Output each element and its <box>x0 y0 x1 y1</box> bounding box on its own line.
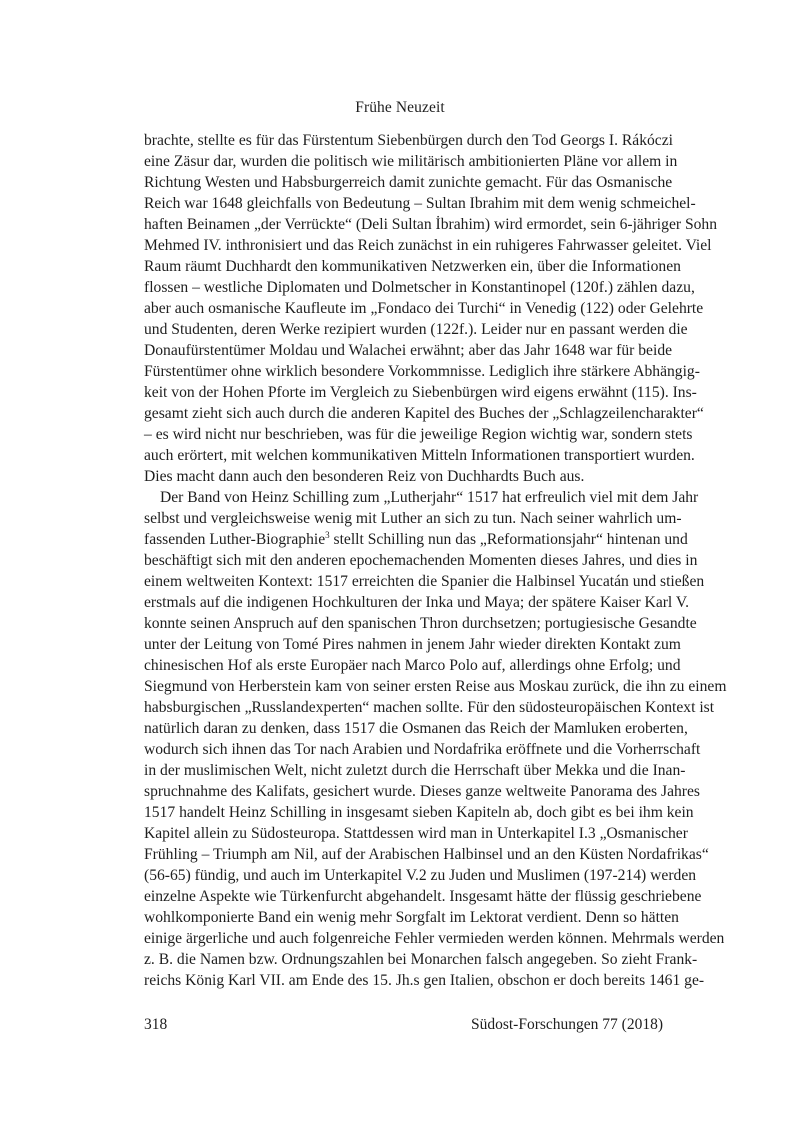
text-line: Raum räumt Duchhardt den kommunikativen Netzwerken ein, über die Informationen <box>144 258 681 275</box>
text-line: einem weltweiten Kontext: 1517 erreichten die Spanier die Halbinsel Yucatán und stießen <box>144 573 705 590</box>
text-line: Kapitel allein zu Südosteuropa. Stattdessen wird man in Unterkapitel I.3 „Osmanischer <box>144 825 688 842</box>
text-line: erstmals auf die indigenen Hochkulturen der Inka und Maya; der spätere Kaiser Karl V. <box>144 594 690 611</box>
running-title: Frühe Neuzeit <box>355 99 445 116</box>
text-line: und Studenten, deren Werke rezipiert wurden (122f.). Leider nur en passant werden die <box>144 321 688 338</box>
text-line: (56-65) fündig, und auch im Unterkapitel V.2 zu Juden und Muslimen (197-214) werden <box>144 867 697 884</box>
text-line: spruchnahme des Kalifats, gesichert wurde. Dieses ganze weltweite Panorama des Jahres <box>144 783 700 800</box>
body-text <box>144 130 727 991</box>
text-line: keit von der Hohen Pforte im Vergleich zu Siebenbürgen wird eigens erwähnt (115). Ins- <box>144 384 697 401</box>
text-line: habsburgischen „Russlandexperten“ machen sollte. Für den südosteuropäischen Kontext ist <box>144 699 715 716</box>
text-line: Richtung Westen und Habsburgerreich damit zunichte gemacht. Für das Osmanische <box>144 174 673 191</box>
text-line: Frühling – Triumph am Nil, auf der Arabischen Halbinsel und an den Küsten Nordafrikas“ <box>144 846 709 863</box>
text-line: eine Zäsur dar, wurden die politisch wie militärisch ambitionierten Pläne vor allem in <box>144 153 678 170</box>
text-line: 1517 handelt Heinz Schilling in insgesamt sieben Kapiteln ab, doch gibt es bei ihm kein <box>144 804 694 821</box>
text-line: natürlich daran zu denken, dass 1517 die Osmanen das Reich der Mamluken eroberten, <box>144 720 688 737</box>
text-line: gesamt zieht sich auch durch die anderen Kapitel des Buches der „Schlagzeilencharakter“ <box>144 405 704 422</box>
page-footer <box>144 1016 663 1040</box>
text-line: z. B. die Namen bzw. Ordnungszahlen bei Monarchen falsch angegeben. So zieht Frank- <box>144 951 698 968</box>
text-line: Donaufürstentümer Moldau und Walachei erwähnt; aber das Jahr 1648 war für beide <box>144 342 673 359</box>
text-line: Reich war 1648 gleichfalls von Bedeutung – Sultan Ibrahim mit dem wenig schmeichel- <box>144 195 696 212</box>
paragraph-start-line: Der Band von Heinz Schilling zum „Lutherjahr“ 1517 hat erfreulich viel mit dem Jahr <box>160 489 699 506</box>
text-line: wohlkomponierte Band ein wenig mehr Sorgfalt im Lektorat verdient. Denn so hätten <box>144 909 679 926</box>
text-line: brachte, stellte es für das Fürstentum Siebenbürgen durch den Tod Georgs I. Rákóczi <box>144 132 673 149</box>
text-line: flossen – westliche Diplomaten und Dolmetscher in Konstantinopel (120f.) zählen dazu, <box>144 279 695 296</box>
text-line: haften Beinamen „der Verrückte“ (Deli Sultan İbrahim) wird ermordet, sein 6-jähriger Sohn <box>144 216 718 233</box>
text-line: beschäftigt sich mit den anderen epochemachenden Momenten dieses Jahres, und dies in <box>144 552 698 569</box>
text-line: reichs König Karl VII. am Ende des 15. Jh.s gen Italien, obschon er doch bereits 1461 ge- <box>144 972 705 989</box>
text-fragment: fassenden Luther-Biographie <box>144 531 326 548</box>
text-line: chinesischen Hof als erste Europäer nach Marco Polo auf, allerdings ohne Erfolg; und <box>144 657 681 674</box>
text-line: Mehmed IV. inthronisiert und das Reich zunächst in ein ruhigeres Fahrwasser geleitet. Viel <box>144 237 712 254</box>
text-line: selbst und vergleichsweise wenig mit Luther an sich zu tun. Nach seiner wahrlich um- <box>144 510 682 527</box>
page-number: 318 <box>144 1016 168 1033</box>
text-line: Siegmund von Herberstein kam von seiner ersten Reise aus Moskau zurück, die ihn zu einem <box>144 678 727 695</box>
text-line: Fürstentümer ohne wirklich besondere Vorkommnisse. Lediglich ihre stärkere Abhängig- <box>144 363 700 380</box>
text-line: – es wird nicht nur beschrieben, was für die jeweilige Region wichtig war, sondern stets <box>144 426 693 443</box>
text-line: konnte seinen Anspruch auf den spanischen Thron durchsetzen; portugiesische Gesandte <box>144 615 697 632</box>
journal-reference: Südost-Forschungen 77 (2018) <box>470 1016 663 1033</box>
text-line: auch erörtert, mit welchen kommunikativen Mitteln Informationen transportiert wurden. <box>144 447 695 464</box>
footnote-reference[interactable]: 3 <box>325 529 330 540</box>
text-line: unter der Leitung von Tomé Pires nahmen in jenem Jahr wieder direkten Kontakt zum <box>144 636 681 653</box>
text-line-with-footnote <box>144 529 688 550</box>
text-line: in der muslimischen Welt, nicht zuletzt durch die Herrschaft über Mekka und die Inan- <box>144 762 686 779</box>
text-fragment: stellt Schilling nun das „Reformationsjahr“ hintenan und <box>329 531 688 548</box>
paragraph-end-line: Dies macht dann auch den besonderen Reiz von Duchhardts Buch aus. <box>144 468 585 485</box>
text-line: einzelne Aspekte wie Türkenfurcht abgehandelt. Insgesamt hätte der flüssig geschriebene <box>144 888 702 905</box>
text-line: aber auch osmanische Kaufleute im „Fondaco dei Turchi“ in Venedig (122) oder Gelehrte <box>144 300 704 317</box>
text-line: einige ärgerliche und auch folgenreiche Fehler vermieden werden können. Mehrmals werden <box>144 930 725 947</box>
text-line: wodurch sich ihnen das Tor nach Arabien und Nordafrika eröffnete und die Vorherrschaft <box>144 741 701 758</box>
